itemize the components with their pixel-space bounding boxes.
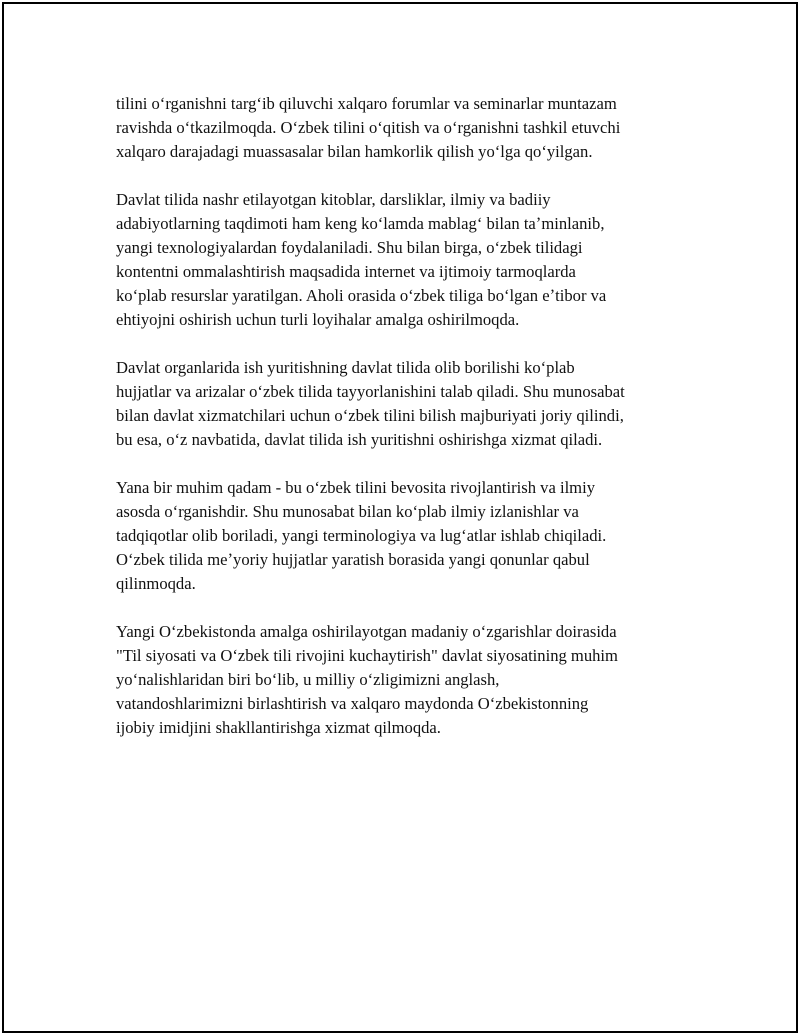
- text-line: Yana bir muhim qadam - bu oʻzbek tilini bevosita rivojlantirish va ilmiy: [116, 478, 595, 497]
- text-line: yangi texnologiyalardan foydalaniladi. Shu bilan birga, oʻzbek tilidagi: [116, 238, 583, 257]
- text-line: ehtiyojni oshirish uchun turli loyihalar amalga oshirilmoqda.: [116, 310, 520, 329]
- text-line: adabiyotlarning taqdimoti ham keng koʻlamda mablagʻ bilan taʼminlanib,: [116, 214, 605, 233]
- paragraph-5: [116, 620, 696, 740]
- text-line: bu esa, oʻz navbatida, davlat tilida ish yuritishni oshirishga xizmat qiladi.: [116, 430, 603, 449]
- text-line: yoʻnalishlaridan biri boʻlib, u milliy oʻzligimizni anglash,: [116, 670, 500, 689]
- text-line: tadqiqotlar olib boriladi, yangi terminologiya va lugʻatlar ishlab chiqiladi.: [116, 526, 607, 545]
- paragraph-4: [116, 476, 696, 596]
- text-line: vatandoshlarimizni birlashtirish va xalqaro maydonda Oʻzbekistonning: [116, 694, 589, 713]
- text-line: xalqaro darajadagi muassasalar bilan hamkorlik qilish yoʻlga qoʻyilgan.: [116, 142, 593, 161]
- text-line: Oʻzbek tilida meʼyoriy hujjatlar yaratish borasida yangi qonunlar qabul: [116, 550, 590, 569]
- text-line: ravishda oʻtkazilmoqda. Oʻzbek tilini oʻqitish va oʻrganishni tashkil etuvchi: [116, 118, 621, 137]
- text-line: kontentni ommalashtirish maqsadida internet va ijtimoiy tarmoqlarda: [116, 262, 576, 281]
- text-line: qilinmoqda.: [116, 574, 196, 593]
- paragraph-3: [116, 356, 696, 452]
- text-line: Yangi Oʻzbekistonda amalga oshirilayotgan madaniy oʻzgarishlar doirasida: [116, 622, 617, 641]
- document-body: [116, 92, 696, 764]
- paragraph-2: [116, 188, 696, 332]
- text-line: ijobiy imidjini shakllantirishga xizmat qilmoqda.: [116, 718, 441, 737]
- text-line: asosda oʻrganishdir. Shu munosabat bilan koʻplab ilmiy izlanishlar va: [116, 502, 579, 521]
- text-line: bilan davlat xizmatchilari uchun oʻzbek tilini bilish majburiyati joriy qilindi,: [116, 406, 624, 425]
- text-line: hujjatlar va arizalar oʻzbek tilida tayyorlanishini talab qiladi. Shu munosabat: [116, 382, 625, 401]
- paragraph-1: [116, 92, 696, 164]
- text-line: koʻplab resurslar yaratilgan. Aholi orasida oʻzbek tiliga boʻlgan eʼtibor va: [116, 286, 607, 305]
- text-line: tilini oʻrganishni targʻib qiluvchi xalqaro forumlar va seminarlar muntazam: [116, 94, 617, 113]
- text-line: Davlat tilida nashr etilayotgan kitoblar, darsliklar, ilmiy va badiiy: [116, 190, 551, 209]
- text-line: Davlat organlarida ish yuritishning davlat tilida olib borilishi koʻplab: [116, 358, 575, 377]
- text-line: "Til siyosati va Oʻzbek tili rivojini kuchaytirish" davlat siyosatining muhim: [116, 646, 618, 665]
